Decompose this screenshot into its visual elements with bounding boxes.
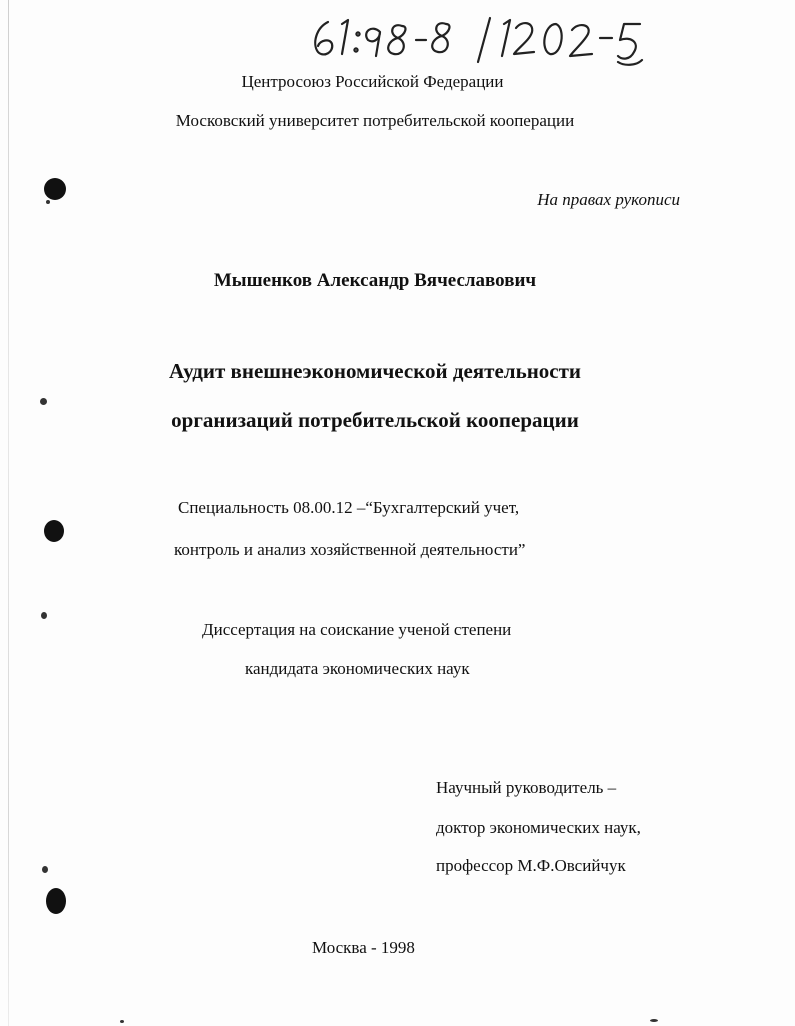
dissertation-title-line-2: организаций потребительской кооперации bbox=[171, 408, 579, 432]
organization-name: Центросоюз Российской Федерации bbox=[241, 72, 504, 91]
handwritten-archive-number-drawing bbox=[300, 10, 660, 70]
scan-speck bbox=[650, 1019, 658, 1022]
scan-speck bbox=[120, 1020, 124, 1023]
handwritten-archive-number bbox=[300, 10, 660, 70]
degree-line-1: Диссертация на соискание ученой степени bbox=[202, 620, 512, 639]
author-name: Мышенков Александр Вячеславович bbox=[213, 270, 537, 291]
supervisor-degree: доктор экономических наук, bbox=[436, 818, 641, 837]
scan-speck bbox=[40, 398, 47, 405]
scan-speck bbox=[42, 866, 48, 873]
specialty-line-1: Специальность 08.00.12 –“Бухгалтерский учет, bbox=[178, 498, 520, 517]
scan-speck bbox=[46, 200, 50, 204]
punch-hole-mark bbox=[44, 520, 64, 542]
manuscript-rights-note: На правах рукописи bbox=[537, 190, 680, 209]
punch-hole-mark bbox=[46, 888, 66, 914]
specialty-line-2: контроль и анализ хозяйственной деятельности” bbox=[174, 540, 526, 559]
supervisor-role: Научный руководитель – bbox=[436, 778, 617, 797]
university-name: Московский университет потребительской кооперации bbox=[175, 111, 575, 130]
degree-line-2: кандидата экономических наук bbox=[245, 659, 470, 678]
scan-edge-line bbox=[8, 0, 9, 1026]
dissertation-title-line-1: Аудит внешнеэкономической деятельности bbox=[168, 359, 582, 383]
scan-speck bbox=[41, 612, 47, 619]
supervisor-name: профессор М.Ф.Овсийчук bbox=[436, 856, 626, 875]
city-year: Москва - 1998 bbox=[312, 938, 415, 957]
punch-hole-mark bbox=[44, 178, 66, 200]
